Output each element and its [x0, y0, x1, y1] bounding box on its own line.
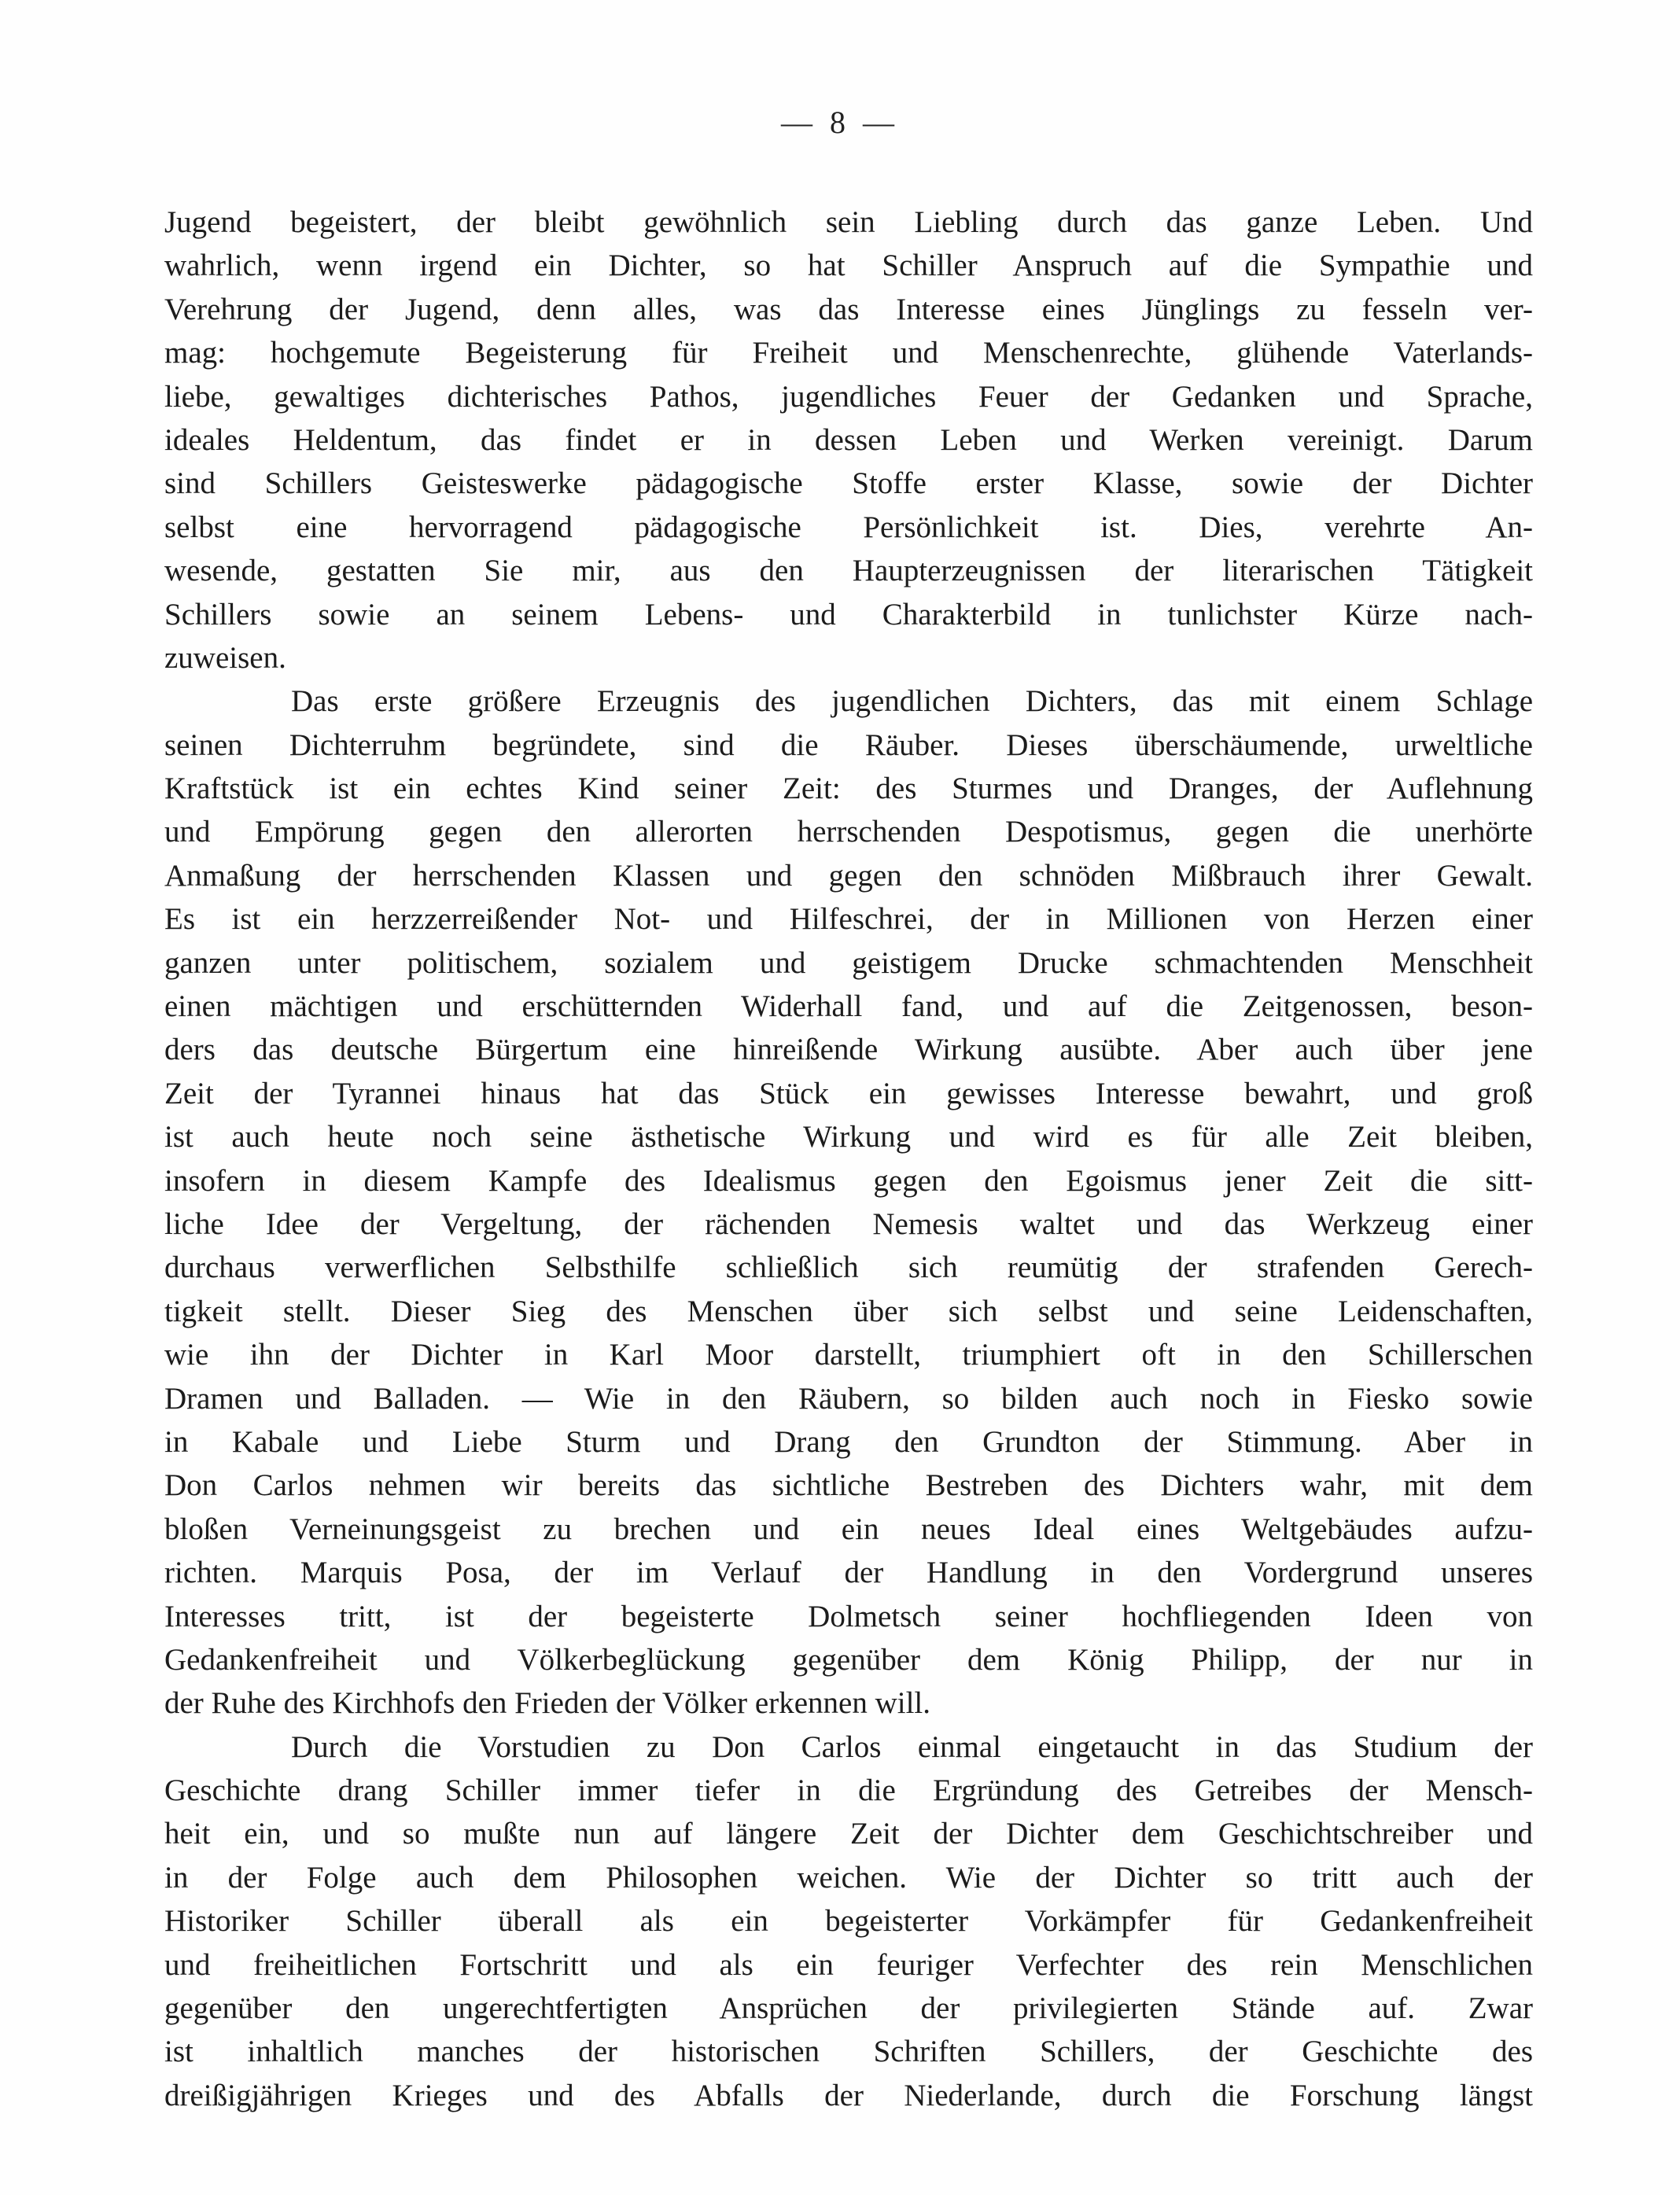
text-line: einen mächtigen und erschütternden Widerhall fand, und auf die Zeitgenossen, beson- [164, 989, 1533, 1024]
text-line: liebe, gewaltiges dichterisches Pathos, jugendliches Feuer der Gedanken und Sprache, [164, 379, 1533, 414]
text-line: ideales Heldentum, das findet er in dessen Leben und Werken vereinigt. Darum [164, 422, 1533, 457]
text-line: der Ruhe des Kirchhofs den Frieden der Völker erkennen will. [164, 1686, 930, 1721]
text-line: bloßen Verneinungsgeist zu brechen und ein neues Ideal eines Weltgebäudes aufzu- [164, 1512, 1533, 1546]
text-line: wahrlich, wenn irgend ein Dichter, so hat Schiller Anspruch auf die Sympathie und [164, 249, 1533, 283]
paragraph-start-line: Das erste größere Erzeugnis des jugendlichen Dichters, das mit einem Schlage [291, 684, 1533, 719]
text-line: tigkeit stellt. Dieser Sieg des Menschen über sich selbst und seine Leidenschaften, [164, 1294, 1533, 1328]
body-text [164, 201, 1533, 2117]
text-line: insofern in diesem Kampfe des Idealismus gegen den Egoismus jener Zeit die sitt- [164, 1163, 1533, 1198]
text-line: ist inhaltlich manches der historischen Schriften Schillers, der Geschichte des [164, 2035, 1533, 2069]
text-line: ist auch heute noch seine ästhetische Wirkung und wird es für alle Zeit bleiben, [164, 1120, 1533, 1155]
text-line: Dramen und Balladen. — Wie in den Räubern, so bilden auch noch in Fiesko sowie [164, 1381, 1533, 1416]
text-line: Zeit der Tyrannei hinaus hat das Stück ein gewisses Interesse bewahrt, und groß [164, 1076, 1533, 1110]
text-line: wesende, gestatten Sie mir, aus den Haupterzeugnissen der literarischen Tätigkeit [164, 554, 1533, 588]
paragraph-start-line: Durch die Vorstudien zu Don Carlos einmal eingetaucht in das Studium der [291, 1729, 1533, 1764]
text-line: richten. Marquis Posa, der im Verlauf der Handlung in den Vordergrund unseres [164, 1556, 1533, 1590]
text-line: dreißigjährigen Krieges und des Abfalls der Niederlande, durch die Forschung längst [164, 2078, 1533, 2112]
text-line: ders das deutsche Bürgertum eine hinreißende Wirkung ausübte. Aber auch über jene [164, 1033, 1533, 1067]
text-line: ganzen unter politischem, sozialem und geistigem Drucke schmachtenden Menschheit [164, 945, 1533, 980]
text-line: Historiker Schiller überall als ein begeisterter Vorkämpfer für Gedankenfreiheit [164, 1904, 1533, 1939]
text-line: und Empörung gegen den allerorten herrschenden Despotismus, gegen die unerhörte [164, 815, 1533, 849]
page-number: — 8 — [781, 105, 899, 140]
text-line: Don Carlos nehmen wir bereits das sichtliche Bestreben des Dichters wahr, mit dem [164, 1468, 1533, 1503]
text-line: Interesses tritt, ist der begeisterte Dolmetsch seiner hochfliegenden Ideen von [164, 1599, 1533, 1633]
text-line: Gedankenfreiheit und Völkerbeglückung gegenüber dem König Philipp, der nur in [164, 1642, 1533, 1677]
text-line: Es ist ein herzzerreißender Not- und Hilfeschrei, der in Millionen von Herzen einer [164, 902, 1533, 937]
text-line: in der Folge auch dem Philosophen weichen. Wie der Dichter so tritt auch der [164, 1860, 1533, 1895]
text-line: Geschichte drang Schiller immer tiefer in die Ergründung des Getreibes der Mensch- [164, 1773, 1533, 1808]
text-line: zuweisen. [164, 640, 286, 675]
text-line: Kraftstück ist ein echtes Kind seiner Zeit: des Sturmes und Dranges, der Auflehnung [164, 772, 1533, 806]
text-line: in Kabale und Liebe Sturm und Drang den Grundton der Stimmung. Aber in [164, 1424, 1533, 1459]
text-line: Jugend begeistert, der bleibt gewöhnlich sein Liebling durch das ganze Leben. Und [164, 205, 1533, 239]
text-line: sind Schillers Geisteswerke pädagogische Stoffe erster Klasse, sowie der Dichter [164, 466, 1533, 501]
text-line: mag: hochgemute Begeisterung für Freiheit und Menschenrechte, glühende Vaterlands- [164, 336, 1533, 370]
text-line: selbst eine hervorragend pädagogische Persönlichkeit ist. Dies, verehrte An- [164, 510, 1533, 544]
text-line: und freiheitlichen Fortschritt und als ein feuriger Verfechter des rein Menschlichen [164, 1947, 1533, 1982]
text-line: durchaus verwerflichen Selbsthilfe schließlich sich reumütig der strafenden Gerech- [164, 1250, 1533, 1285]
text-line: seinen Dichterruhm begründete, sind die Räuber. Dieses überschäumende, urweltliche [164, 727, 1533, 762]
text-line: heit ein, und so mußte nun auf längere Zeit der Dichter dem Geschichtschreiber und [164, 1817, 1533, 1851]
text-line: wie ihn der Dichter in Karl Moor darstellt, triumphiert oft in den Schillerschen [164, 1338, 1533, 1372]
text-line: Anmaßung der herrschenden Klassen und gegen den schnöden Mißbrauch ihrer Gewalt. [164, 858, 1533, 893]
text-line: Schillers sowie an seinem Lebens- und Charakterbild in tunlichster Kürze nach- [164, 597, 1533, 632]
text-line: Verehrung der Jugend, denn alles, was das Interesse eines Jünglings zu fesseln ver- [164, 292, 1533, 326]
text-line: gegenüber den ungerechtfertigten Ansprüchen der privilegierten Stände auf. Zwar [164, 1991, 1533, 2026]
text-line: liche Idee der Vergeltung, der rächenden Nemesis waltet und das Werkzeug einer [164, 1206, 1533, 1241]
